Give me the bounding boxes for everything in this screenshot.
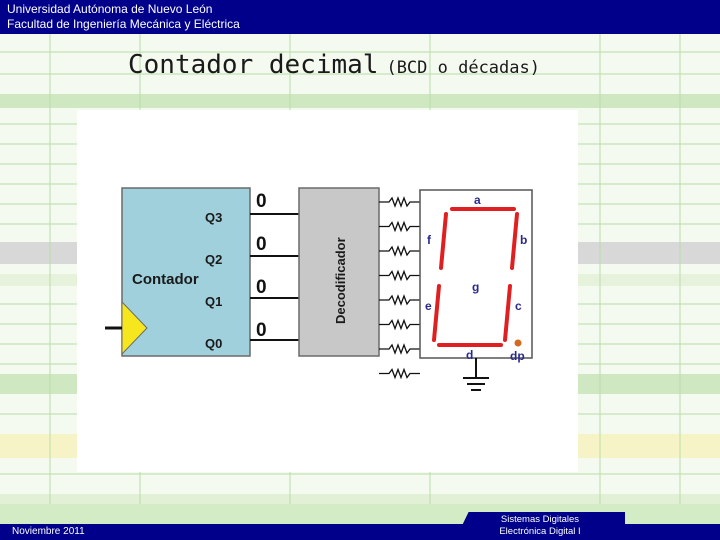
resistor-dp: [379, 370, 420, 378]
resistor-b: [379, 223, 420, 231]
slide-title: [128, 50, 540, 80]
resistor-c: [379, 247, 420, 255]
q2-value: 0: [256, 234, 267, 255]
segment-label-g: g: [472, 280, 480, 294]
university-name: Universidad Autónoma de Nuevo León: [7, 2, 213, 16]
segment-label-c: c: [515, 299, 522, 313]
faculty-name: Facultad de Ingeniería Mecánica y Eléctrica: [7, 17, 240, 31]
q3-label: Q3: [205, 210, 223, 225]
q1-value: 0: [256, 277, 267, 298]
footer-course-line2: Electrónica Digital I: [499, 526, 581, 537]
q0-value: 0: [256, 320, 267, 341]
slide-title-sub: (BCD o décadas): [386, 58, 540, 78]
decoder-label: Decodificador: [333, 237, 348, 324]
resistor-d: [379, 272, 420, 280]
segment-label-a: a: [474, 193, 481, 207]
q1-label: Q1: [205, 294, 223, 309]
segment-label-e: e: [425, 299, 432, 313]
resistor-array: [379, 198, 420, 378]
counter-label: Contador: [132, 271, 199, 288]
segment-label-dp: dp: [510, 349, 525, 363]
segment-label-f: f: [427, 233, 431, 247]
segment-label-b: b: [520, 233, 528, 247]
q2-label: Q2: [205, 252, 223, 267]
q3-value: 0: [256, 191, 267, 212]
bcd-counter-diagram: [77, 110, 578, 472]
resistor-g: [379, 345, 420, 353]
segment-dp: [515, 340, 522, 347]
slide-title-main: Contador decimal: [128, 50, 379, 80]
diagram-panel: [77, 110, 578, 472]
header-bar: [0, 0, 720, 34]
resistor-e: [379, 296, 420, 304]
resistor-f: [379, 321, 420, 329]
ground-symbol: [463, 358, 489, 390]
footer-course: [470, 514, 610, 538]
segment-label-d: d: [466, 348, 474, 362]
resistor-a: [379, 198, 420, 206]
footer-date: Noviembre 2011: [12, 526, 85, 537]
footer-course-line1: Sistemas Digitales: [500, 514, 580, 525]
q0-label: Q0: [205, 336, 223, 351]
